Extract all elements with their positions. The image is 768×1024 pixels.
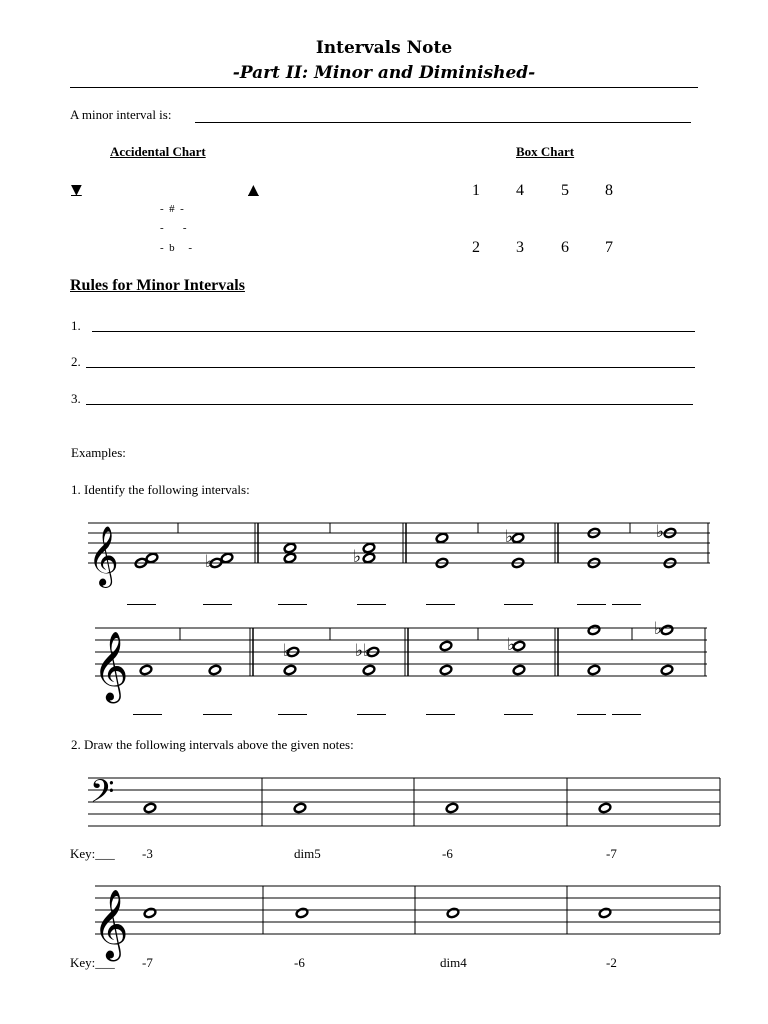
box-chart-heading: Box Chart xyxy=(516,144,575,159)
answer-blank-10[interactable] xyxy=(203,714,232,715)
whole-note-icon xyxy=(446,907,459,918)
accidental-row-flat: - b - xyxy=(160,242,193,254)
whole-note-icon xyxy=(143,802,156,813)
rule-number-1: 1. xyxy=(71,318,81,333)
flat-icon: ♭ xyxy=(654,619,663,639)
whole-note-icon xyxy=(145,552,158,563)
answer-blank-12[interactable] xyxy=(357,714,386,715)
bass-interval-3: -6 xyxy=(442,846,453,861)
whole-note-icon xyxy=(439,640,452,651)
definition-prompt: A minor interval is: xyxy=(70,107,172,122)
whole-note-icon xyxy=(283,542,296,553)
box-chart-bottom-3: 6 xyxy=(561,239,569,256)
bass-clef-icon: 𝄢 xyxy=(90,773,115,817)
whole-note-icon xyxy=(283,552,296,563)
box-chart-top-1: 1 xyxy=(472,182,480,199)
whole-note-icon xyxy=(208,664,221,675)
treble-interval-1: -7 xyxy=(142,955,153,970)
answer-blank-1[interactable] xyxy=(127,604,156,605)
whole-note-icon xyxy=(445,802,458,813)
treble-interval-3: dim4 xyxy=(440,955,467,970)
rule-number-2: 2. xyxy=(71,354,81,369)
flat-icon: ♭ xyxy=(656,522,665,542)
up-arrow-icon: ▲ xyxy=(248,182,259,198)
rules-heading: Rules for Minor Intervals xyxy=(70,277,245,294)
double-flat-icon: ♭♭ xyxy=(355,641,372,661)
page-title: Intervals Note xyxy=(315,38,453,58)
examples-label: Examples: xyxy=(71,445,126,460)
treble-interval-4: -2 xyxy=(606,955,617,970)
treble-key-label[interactable]: Key:___ xyxy=(70,955,115,970)
answer-blank-11[interactable] xyxy=(278,714,307,715)
whole-note-icon xyxy=(220,552,233,563)
whole-note-icon xyxy=(295,907,308,918)
treble-clef-icon: 𝄞 xyxy=(93,889,129,959)
flat-icon: ♭ xyxy=(353,547,362,567)
box-chart-bottom-1: 2 xyxy=(472,239,480,256)
accidental-chart-heading: Accidental Chart xyxy=(110,144,206,159)
answer-blank-2[interactable] xyxy=(203,604,232,605)
treble-interval-2: -6 xyxy=(294,955,305,970)
bass-interval-1: -3 xyxy=(142,846,153,861)
flat-icon: ♭ xyxy=(205,552,214,572)
whole-note-icon xyxy=(660,664,673,675)
bass-interval-4: -7 xyxy=(606,846,617,861)
bass-interval-2: dim5 xyxy=(294,846,321,861)
box-chart-bottom-2: 3 xyxy=(516,239,524,256)
bass-key-label[interactable]: Key:___ xyxy=(70,846,115,861)
whole-note-icon xyxy=(362,542,375,553)
rule-number-3: 3. xyxy=(71,391,81,406)
answer-blank-6[interactable] xyxy=(504,604,533,605)
flat-icon: ♭ xyxy=(505,527,514,547)
whole-note-icon xyxy=(511,532,524,543)
whole-note-icon xyxy=(587,624,600,635)
whole-note-icon xyxy=(143,907,156,918)
whole-note-icon xyxy=(362,552,375,563)
box-chart-top-2: 4 xyxy=(516,182,524,199)
whole-note-icon xyxy=(660,624,673,635)
accidental-row-natural: - - xyxy=(160,222,187,234)
whole-note-icon xyxy=(439,664,452,675)
answer-blank-9[interactable] xyxy=(133,714,162,715)
down-arrow-icon: ▼ xyxy=(71,182,82,198)
treble-clef-icon: 𝄞 xyxy=(93,631,129,701)
whole-note-icon xyxy=(598,907,611,918)
flat-icon: ♭ xyxy=(283,641,292,661)
answer-blank-14[interactable] xyxy=(504,714,533,715)
answer-blank-16[interactable] xyxy=(612,714,641,715)
whole-note-icon xyxy=(435,532,448,543)
whole-note-icon xyxy=(293,802,306,813)
answer-blank-13[interactable] xyxy=(426,714,455,715)
whole-note-icon xyxy=(512,664,525,675)
answer-blank-3[interactable] xyxy=(278,604,307,605)
treble-clef-icon: 𝄞 xyxy=(88,526,119,586)
box-chart-bottom-4: 7 xyxy=(605,239,613,256)
question-1: 1. Identify the following intervals: xyxy=(71,482,250,497)
accidental-row-sharp: - # - xyxy=(160,203,184,215)
answer-blank-4[interactable] xyxy=(357,604,386,605)
whole-note-icon xyxy=(139,664,152,675)
whole-note-icon xyxy=(598,802,611,813)
question-2: 2. Draw the following intervals above the given notes: xyxy=(71,737,354,752)
page-subtitle: -Part II: Minor and Diminished- xyxy=(232,63,536,83)
whole-note-icon xyxy=(362,664,375,675)
answer-blank-15[interactable] xyxy=(577,714,606,715)
whole-note-icon xyxy=(283,664,296,675)
whole-note-icon xyxy=(587,664,600,675)
answer-blank-7[interactable] xyxy=(577,604,606,605)
box-chart-top-4: 8 xyxy=(605,182,613,199)
flat-icon: ♭ xyxy=(507,635,516,655)
answer-blank-8[interactable] xyxy=(612,604,641,605)
answer-blank-5[interactable] xyxy=(426,604,455,605)
box-chart-top-3: 5 xyxy=(561,182,569,199)
